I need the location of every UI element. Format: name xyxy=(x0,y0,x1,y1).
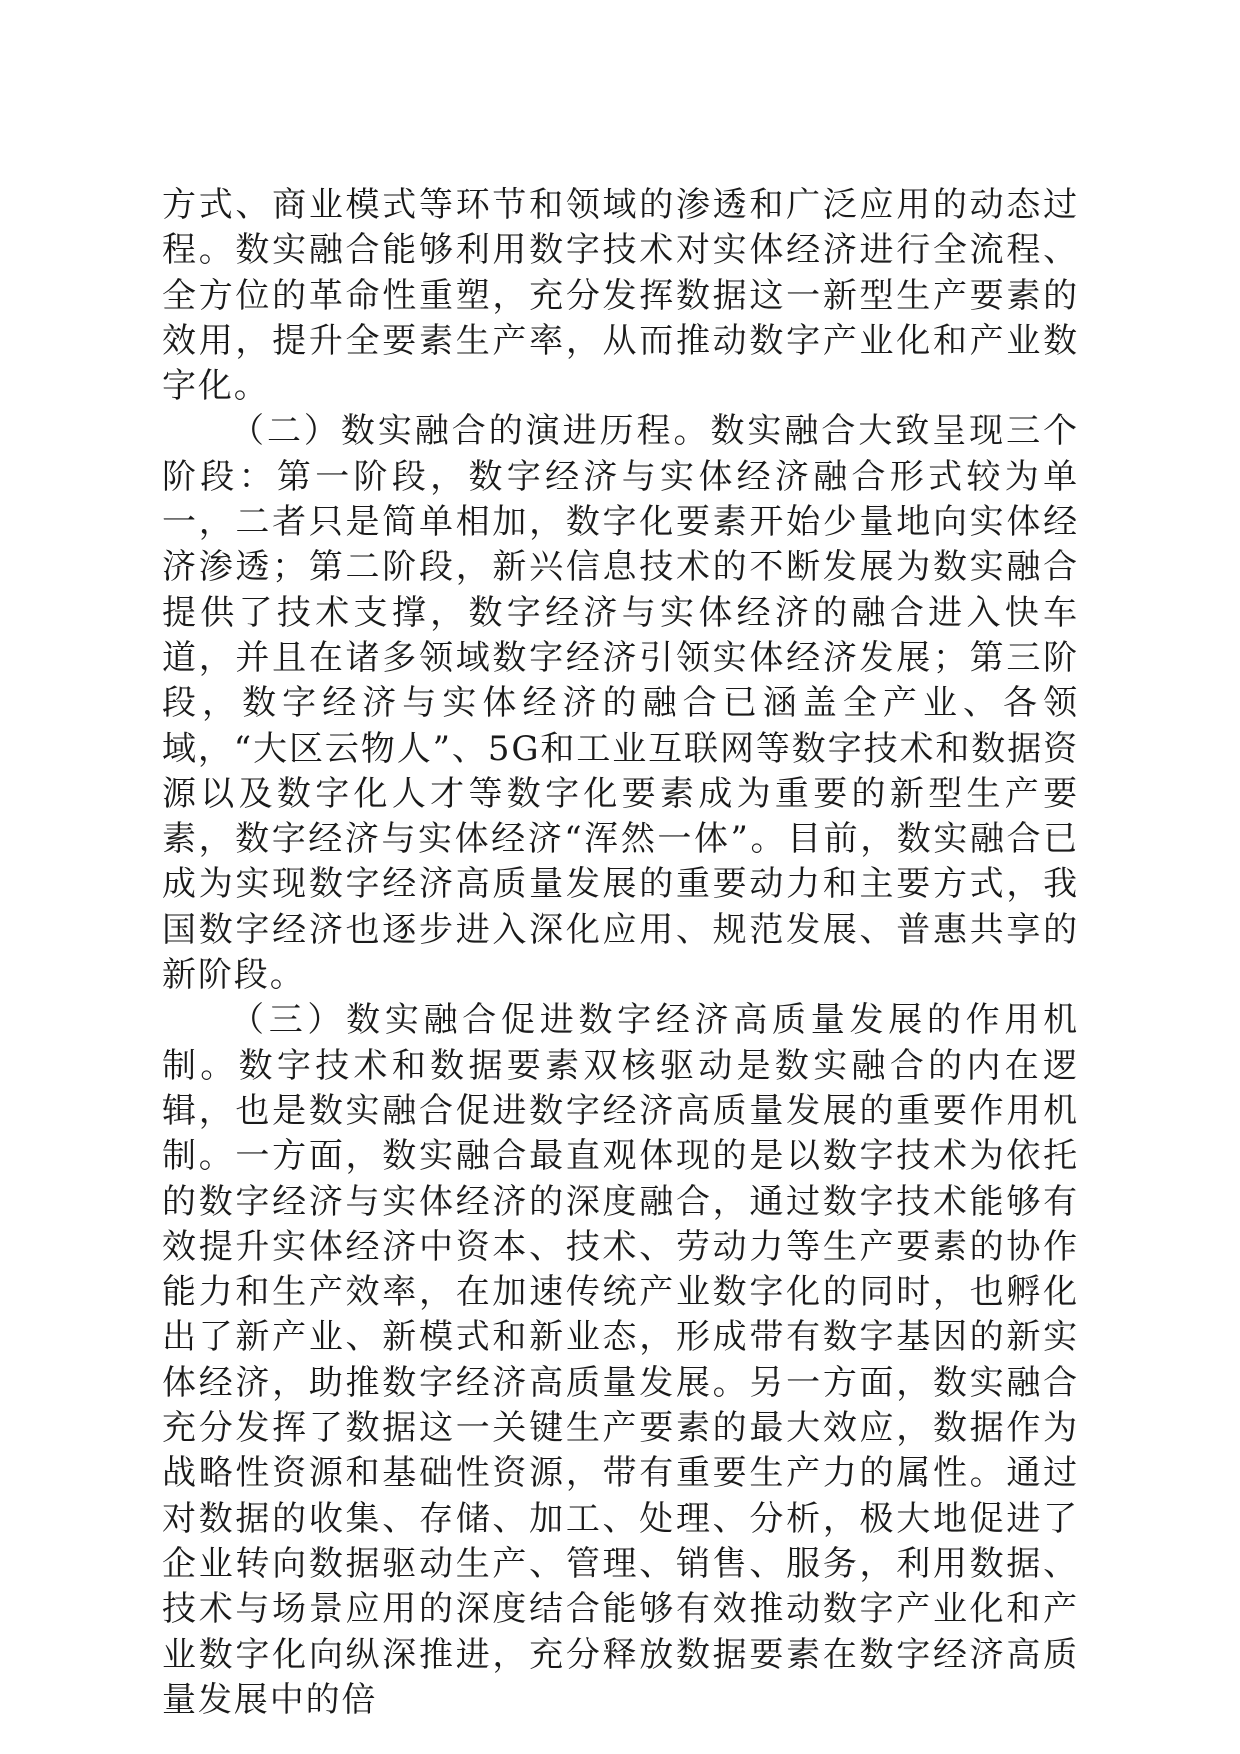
paragraph-text: 数字技术和数据要素双核驱动是数实融合的内在逻辑，也是数实融合促进数字经济高质量发展的重要作用机制。一方面，数实融合最直观体现的是以数字技术为依托的数字经济与实体经济的深度融合，通过数字技术能够有效提升实体经济中资本、技术、劳动力等生产要素的协作能力和生产效率，在加速传统产业数字化的同时，也孵化出了新产业、新模式和新业态，形成带有数字基因的新实体经济，助推数字经济高质量发展。另一方面，数实融合充分发挥了数据这一关键生产要素的最大效应，数据作为战略性资源和基础性资源，带有重要生产力的属性。通过对数据的收集、存储、加工、处理、分析，极大地促进了企业转向数据驱动生产、管理、销售、服务，利用数据、技术与场景应用的深度结合能够有效推动数字产业化和产业数字化向纵深推进，充分释放数据要素在数字经济高质量发展中的倍 xyxy=(162,1045,1079,1720)
paragraph-text: 方式、商业模式等环节和领域的渗透和广泛应用的动态过程。数实融合能够利用数字技术对实体经济进行全流程、全方位的革命性重塑，充分发挥数据这一新型生产要素的效用，提升全要素生产率，从而推动数字产业化和产业数字化。 xyxy=(162,185,1079,407)
section-heading: （二）数实融合的演进历程。 xyxy=(230,411,711,452)
section-heading: （三）数实融合促进数字经济高质量发展的作用机制。 xyxy=(162,1000,1079,1086)
paragraph-definition xyxy=(162,183,1079,409)
paragraph-text: 数实融合大致呈现三个阶段：第一阶段，数字经济与实体经济融合形式较为单一，二者只是简单相加，数字化要素开始少量地向实体经济渗透；第二阶段，新兴信息技术的不断发展为数实融合提供了技术支撑，数字经济与实体经济的融合进入快车道，并且在诸多领域数字经济引领实体经济发展；第三阶段，数字经济与实体经济的融合已涵盖全产业、各领域，“大区云物人”、5G和工业互联网等数字技术和数据资源以及数字化人才等数字化要素成为重要的新型生产要素，数字经济与实体经济“浑然一体”。目前，数实融合已成为实现数字经济高质量发展的重要动力和主要方式，我国数字经济也逐步进入深化应用、规范发展、普惠共享的新阶段。 xyxy=(162,411,1079,996)
document-body xyxy=(162,183,1079,1723)
paragraph-evolution xyxy=(162,409,1079,998)
paragraph-mechanism xyxy=(162,998,1079,1723)
